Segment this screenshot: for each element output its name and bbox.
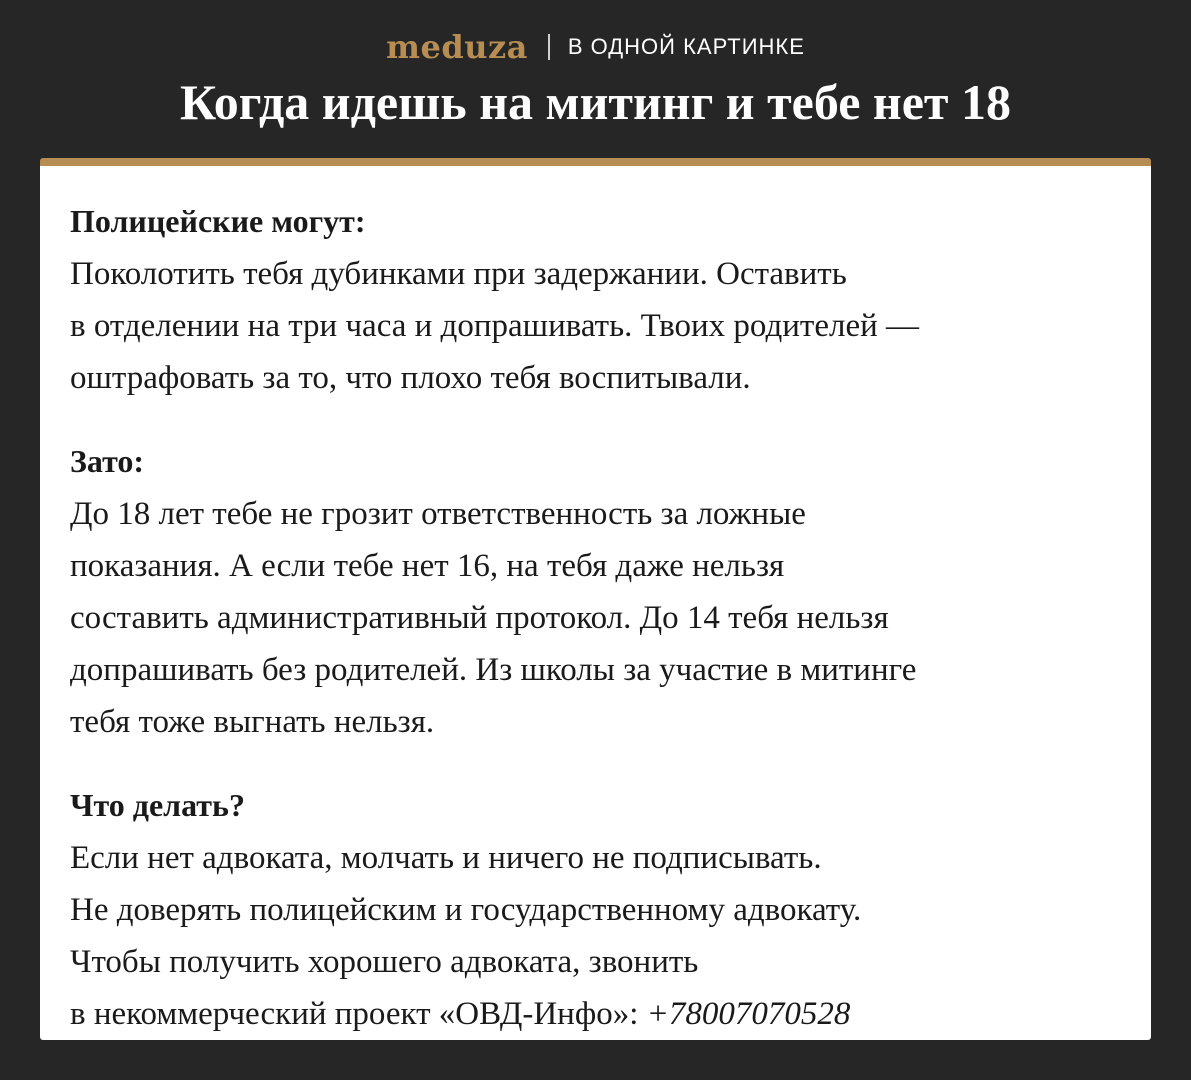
however-block — [70, 438, 1121, 748]
block-text-line: Не доверять полицейским и государственному адвокату. — [70, 892, 862, 928]
meduza-logo[interactable]: meduza — [386, 28, 528, 67]
police-can-block — [70, 198, 1121, 404]
ovd-info-phone-number[interactable]: +78007070528 — [646, 996, 851, 1032]
block-title-police-can: Полицейские могут: — [70, 203, 366, 239]
block-text-line: показания. А если тебе нет 16, на тебя даже нельзя — [70, 548, 785, 584]
brand-line — [0, 22, 1191, 72]
block-text-line: допрашивать без родителей. Из школы за участие в митинге — [70, 652, 917, 688]
header-divider — [548, 34, 550, 60]
content-card — [40, 158, 1151, 1040]
what-to-do-block — [70, 782, 1121, 1040]
block-text-line: Поколотить тебя дубинками при задержании. Оставить — [70, 256, 847, 292]
block-title-however: Зато: — [70, 443, 145, 479]
block-text-line: в отделении на три часа и допрашивать. Твоих родителей — — [70, 308, 920, 344]
block-text-line: Если нет адвоката, молчать и ничего не подписывать. — [70, 840, 822, 876]
block-text-line: составить административный протокол. До 14 тебя нельзя — [70, 600, 889, 636]
page-title: Когда идешь на митинг и тебе нет 18 — [180, 74, 1011, 130]
block-text-line: До 18 лет тебе не грозит ответственность за ложные — [70, 496, 806, 532]
block-text-line: оштрафовать за то, что плохо тебя воспитывали. — [70, 360, 751, 396]
page-header — [0, 0, 1191, 150]
block-title-what-to-do: Что делать? — [70, 787, 245, 823]
ovd-info-text: в некоммерческий проект «ОВД-Инфо»: — [70, 996, 647, 1032]
block-text-line: тебя тоже выгнать нельзя. — [70, 704, 435, 740]
block-text-line: Чтобы получить хорошего адвоката, звонить — [70, 944, 699, 980]
block-text-line-with-phone — [70, 988, 1121, 1040]
section-label[interactable]: В ОДНОЙ КАРТИНКЕ — [567, 34, 805, 60]
